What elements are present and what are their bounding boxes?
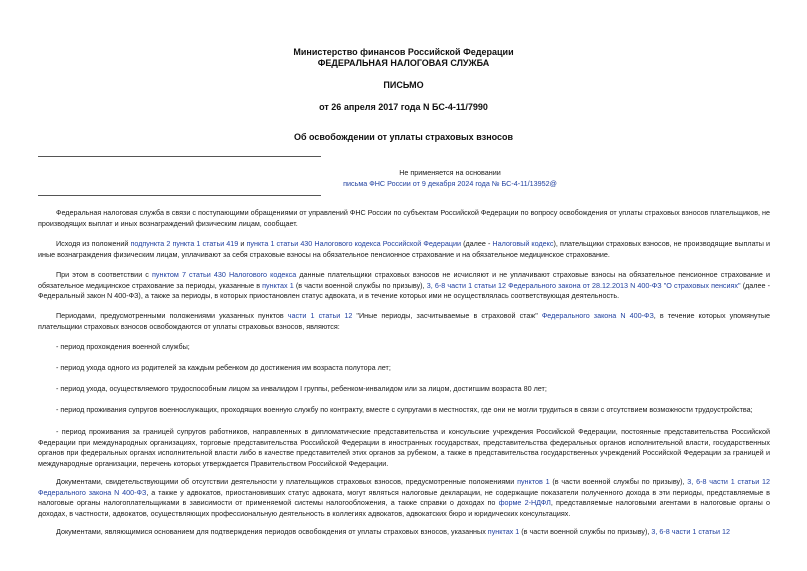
link-federal-law-400[interactable]: 3, 6-8 части 1 статьи 12 Федерального закона от 28.12.2013 N 400-ФЗ "О страховых пенсиях": [426, 280, 741, 290]
paragraph-4: [38, 311, 770, 332]
link-points-1[interactable]: пунктах 1: [262, 280, 294, 290]
text-run: Исходя из положений: [56, 239, 131, 248]
list-item: - период ухода, осуществляемого трудоспособным лицом за инвалидом I группы, ребенком-инвалидом или за лицом, достигшим возраста 80 лет;: [56, 384, 547, 393]
link-points-1-c[interactable]: пунктах 1: [487, 527, 520, 536]
text-run: (в части военной службы по призыву),: [519, 527, 652, 536]
link-form-2-ndfl[interactable]: форме 2-НДФЛ: [498, 498, 551, 507]
list-item: - период прохождения военной службы;: [56, 342, 190, 351]
paragraph-5: [38, 477, 770, 519]
paragraph-1: Федеральная налоговая служба в связи с поступающими обращениями от управлений ФНС России по субъектам Российской Федерации по вопросу освобождения от уплаты страховых взносов плательщиков, не производящих выплат и иных вознаграждений физическим лицам, сообщает.: [38, 208, 770, 228]
text-run: (в части военной службы по призыву),: [293, 280, 427, 290]
text-run: (далее - Федеральный закон N 400-ФЗ), а также за периоды, в которых приостановлен статус адвоката, и в течение которых ими не осуществлялась соответствующая деятельность.: [38, 280, 770, 300]
text-run: , в течение которых упомянутые плательщики страховых взносов освобождаются от уплаты страховых взносов, являются:: [38, 311, 770, 331]
note-link[interactable]: письма ФНС России от 9 декабря 2024 года № БС-4-11/13952@: [343, 179, 557, 188]
text-run: , представляемые налоговыми агентами в налоговые органы о доходах, в частности, адвокатов, осуществляющих профессиональную деятельность в коллегиях адвокатов, адвокатских бюро и юридических консультациях.: [38, 498, 770, 518]
doc-subject: Об освобождении от уплаты страховых взносов: [293, 132, 514, 142]
text-run: При этом в соответствии с: [56, 270, 153, 279]
link-part-1-article-12[interactable]: части 1 статьи 12: [287, 311, 353, 320]
text-run: и: [238, 239, 247, 248]
list-item: - период проживания за границей супругов работников, направленных в дипломатические представительства и консульские учреждения Российской Федерации, постоянные представительства Российской Федерации при международных организациях, торговые представительства Российской Федерации в иностранных государствах, представительства федеральных органов исполнительной власти, государственных органов при федеральных органах исполнительной власти либо в качестве представителей этих органов за рубежом, а также в представительства государственных учреждений Российской Федерации за границей и международные организации, перечень которых утверждается Правительством Российской Федерации.: [38, 427, 770, 468]
divider: [38, 156, 321, 157]
note-text: Не применяется на основании: [399, 168, 501, 177]
link-article-430[interactable]: пункта 1 статьи 430 Налогового кодекса Российской Федерации: [246, 239, 461, 248]
link-article-12-law-400[interactable]: 3, 6-8 части 1 статьи 12 Федерального закона N 400-ФЗ: [38, 477, 771, 497]
text-run: Документами, свидетельствующими об отсутствии деятельности у плательщиков страховых взносов, предусмотренные положениями: [56, 477, 518, 486]
service-title: ФЕДЕРАЛЬНАЯ НАЛОГОВАЯ СЛУЖБА: [317, 58, 490, 68]
text-run: данные плательщики страховых взносов не исчисляют и не уплачивают страховые взносы на обязательное пенсионное страхование и обязательное медицинское страхование за периоды, указанные в: [38, 270, 770, 290]
text-run: Периодами, предусмотренными положениями указанных пунктов: [56, 311, 288, 320]
link-tax-code[interactable]: Налоговый кодекс: [492, 239, 554, 248]
text-run: ), плательщики страховых взносов, не производящие выплаты и иные вознаграждения физическим лицам, уплачивают за себя страховые взносы на обязательное пенсионное страхование и на обязательное медицинское страхование.: [38, 239, 770, 259]
link-federal-law-400-2[interactable]: Федерального закона N 400-ФЗ: [541, 311, 654, 320]
list-item: - период ухода одного из родителей за каждым ребенком до достижения им возраста полутора лет;: [56, 363, 391, 372]
text-run: , а также у адвокатов, приостановивших статус адвоката, могут являться налоговые декларации, не содержащие показатели полученного дохода в эти периоды, представляемые в налоговые органы налогоплательщиками в зависимости от применяемой системы налогообложения, а также справки о доходах по: [38, 487, 770, 507]
link-article-12-c[interactable]: 3, 6-8 части 1 статьи 12: [651, 527, 731, 536]
link-points-1-b[interactable]: пунктов 1: [517, 477, 550, 486]
text-run: (в части военной службы по призыву),: [549, 477, 688, 486]
list-item: - период проживания супругов военнослужащих, проходящих военную службу по контракту, вместе с супругами в местностях, где они не могли трудиться в связи с отсутствием возможности трудоустройства;: [56, 405, 753, 414]
applicability-note: [230, 167, 670, 189]
link-article-419[interactable]: подпункта 2 пункта 1 статьи 419: [130, 239, 239, 248]
paragraph-2: [38, 239, 770, 260]
text-run: Документами, являющимися основанием для подтверждения периодов освобождения от уплаты страховых взносов, указанных: [56, 527, 488, 536]
paragraph-6: [38, 527, 770, 538]
paragraph-3: [38, 270, 770, 302]
ministry-title: Министерство финансов Российской Федерации: [293, 47, 514, 57]
divider: [38, 195, 321, 196]
doc-date-number: от 26 апреля 2017 года N БС-4-11/7990: [319, 102, 488, 112]
doc-type: ПИСЬМО: [383, 80, 424, 90]
link-point-7[interactable]: пунктом 7 статьи 430 Налогового кодекса: [152, 270, 297, 279]
text-run: (далее -: [461, 239, 493, 248]
text-run: "Иные периоды, засчитываемые в страховой стаж": [352, 311, 542, 320]
